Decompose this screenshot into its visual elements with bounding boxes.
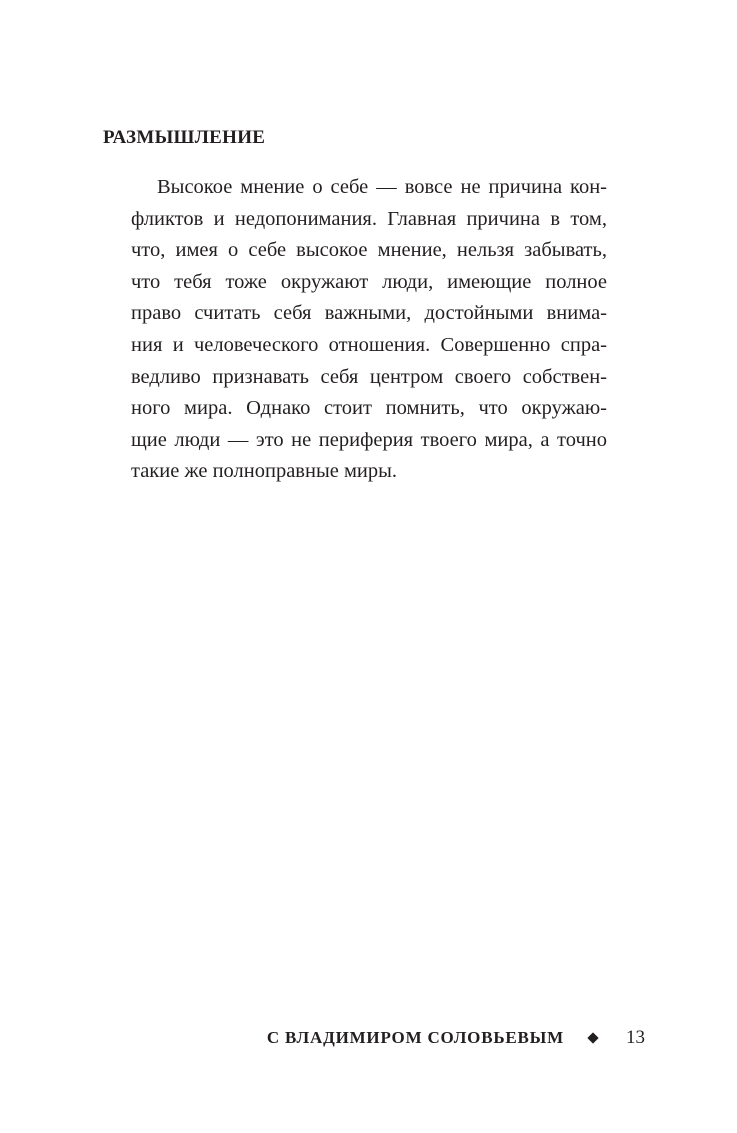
text-line: ния и человеческого отношения. Совершенно спра- — [131, 333, 607, 356]
running-title: С ВЛАДИМИРОМ СОЛОВЬЕВЫМ — [266, 1028, 564, 1047]
text-line: такие же полноправные миры. — [131, 460, 398, 483]
text-line: Высокое мнение о себе — вовсе не причина кон- — [157, 176, 607, 198]
text-line: щие люди — это не периферия твоего мира, а точно — [131, 428, 607, 451]
body-paragraph — [131, 172, 607, 488]
text-line: что, имея о себе высокое мнение, нельзя забывать, — [131, 239, 607, 262]
text-line: ведливо признавать себя центром своего собствен- — [131, 365, 607, 388]
page-footer — [0, 1028, 737, 1052]
section-heading: РАЗМЫШЛЕНИЕ — [103, 127, 266, 148]
text-line: что тебя тоже окружают люди, имеющие полное — [131, 270, 607, 293]
text-line: фликтов и недопонимания. Главная причина в том, — [131, 207, 607, 230]
text-line: право считать себя важными, достойными внима- — [131, 302, 607, 325]
diamond-icon — [587, 1032, 598, 1043]
page-number: 13 — [626, 1027, 645, 1048]
text-line: ного мира. Однако стоит помнить, что окружаю- — [131, 397, 607, 420]
